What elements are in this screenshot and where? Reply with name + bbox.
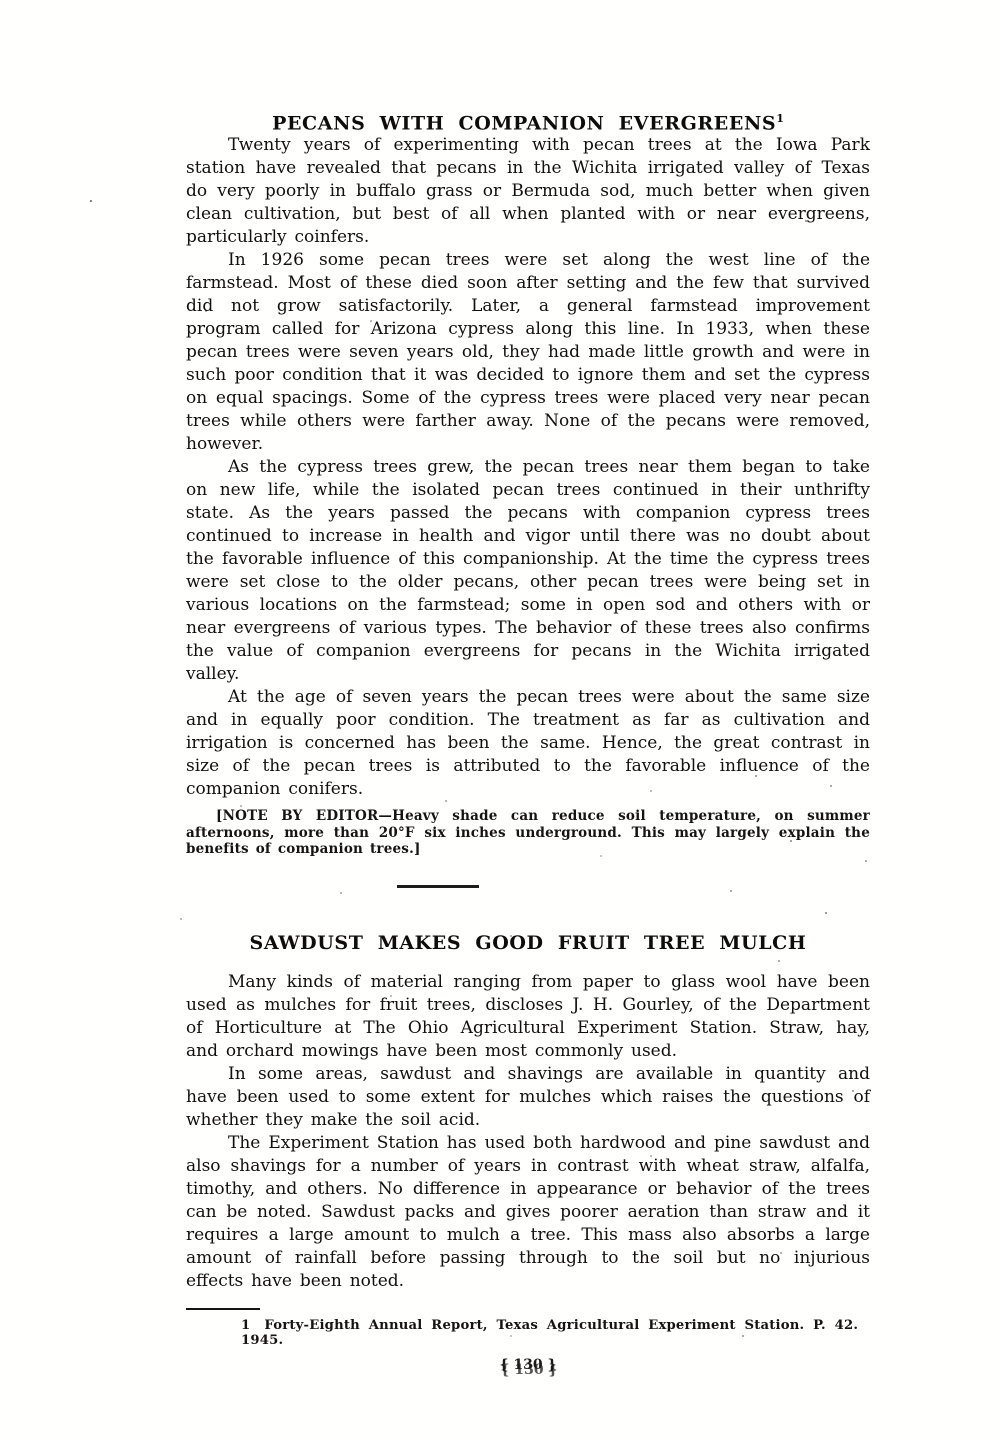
footnote-rule bbox=[186, 1308, 260, 1310]
editor-note: [NOTE BY EDITOR—Heavy shade can reduce soil temperature, on summer afternoons, more than 20°F six inches underground. This may largely explain the benefits of companion trees.] bbox=[186, 808, 870, 858]
article-pecans-title bbox=[186, 112, 870, 134]
pecans-paragraph-4: At the age of seven years the pecan trees were about the same size and in equally poor condition. The treatment as far as cultivation and irrigation is concerned has been the same. Hence, the great contrast in size of the pecan trees is attributed to the favorable influence of the companion conifers. bbox=[186, 687, 870, 800]
footnote bbox=[186, 1318, 870, 1348]
article-sawdust-title: SAWDUST MAKES GOOD FRUIT TREE MULCH bbox=[249, 931, 807, 954]
sawdust-paragraph-2: In some areas, sawdust and shavings are available in quantity and have been used to some extent for mulches which raises the questions of whether they make the soil acid. bbox=[186, 1063, 870, 1130]
page-content bbox=[186, 112, 870, 1373]
pecans-paragraph-3: As the cypress trees grew, the pecan trees near them began to take on new life, while the isolated pecan trees continued in their unthrifty state. As the years passed the pecans with companion cypress trees continued to increase in health and vigor until there was no doubt about the favorable influence of this companionship. At the time the cypress trees were set close to the older pecans, other pecan trees were being set in various locations on the farmstead; some in open sod and others with or near evergreens of various types. The behavior of these trees also confirms the value of companion evergreens for pecans in the Wichita irrigated valley. bbox=[186, 457, 870, 685]
section-divider-rule bbox=[397, 885, 479, 888]
sawdust-paragraph-3: The Experiment Station has used both hardwood and pine sawdust and also shavings for a number of years in contrast with wheat straw, alfalfa, timothy, and others. No difference in appearance or behavior of the trees can be noted. Sawdust packs and gives poorer aeration than straw and it requires a large amount to mulch a tree. This mass also absorbs a large amount of rainfall before passing through to the soil but no injurious effects have been noted. bbox=[186, 1132, 870, 1291]
sawdust-paragraph-1: Many kinds of material ranging from paper to glass wool have been used as mulches for fruit trees, discloses J. H. Gourley, of the Department of Horticulture at The Ohio Agricultural Experiment Station. Straw, hay, and orchard mowings have been most commonly used. bbox=[186, 971, 870, 1061]
article-pecans bbox=[186, 112, 870, 858]
footnote-text: Forty-Eighth Annual Report, Texas Agricultural Experiment Station. P. 42. 1945. bbox=[241, 1317, 859, 1348]
page-number: { 130 } bbox=[499, 1356, 557, 1373]
footnote-marker: 1 bbox=[241, 1317, 251, 1333]
page-footer bbox=[186, 1308, 870, 1373]
footnote-reference-mark: 1 bbox=[776, 112, 784, 125]
article-pecans-title-text: PECANS WITH COMPANION EVERGREENS bbox=[272, 112, 777, 135]
article-sawdust bbox=[186, 932, 870, 1293]
pecans-paragraph-1: Twenty years of experimenting with pecan trees at the Iowa Park station have revealed that pecans in the Wichita irrigated valley of Texas do very poorly in buffalo grass or Bermuda sod, much better when given clean cultivation, but best of all when planted with or near evergreens, particularly coinfers. bbox=[186, 135, 870, 248]
pecans-paragraph-2: In 1926 some pecan trees were set along the west line of the farmstead. Most of these died soon after setting and the few that survived did not grow satisfactorily. Later, a general farmstead improvement program called for Arizona cypress along this line. In 1933, when these pecan trees were seven years old, they had made little growth and were in such poor condition that it was decided to ignore them and set the cypress on equal spacings. Some of the cypress trees were placed very near pecan trees while others were farther away. None of the pecans were removed, however. bbox=[186, 250, 870, 455]
